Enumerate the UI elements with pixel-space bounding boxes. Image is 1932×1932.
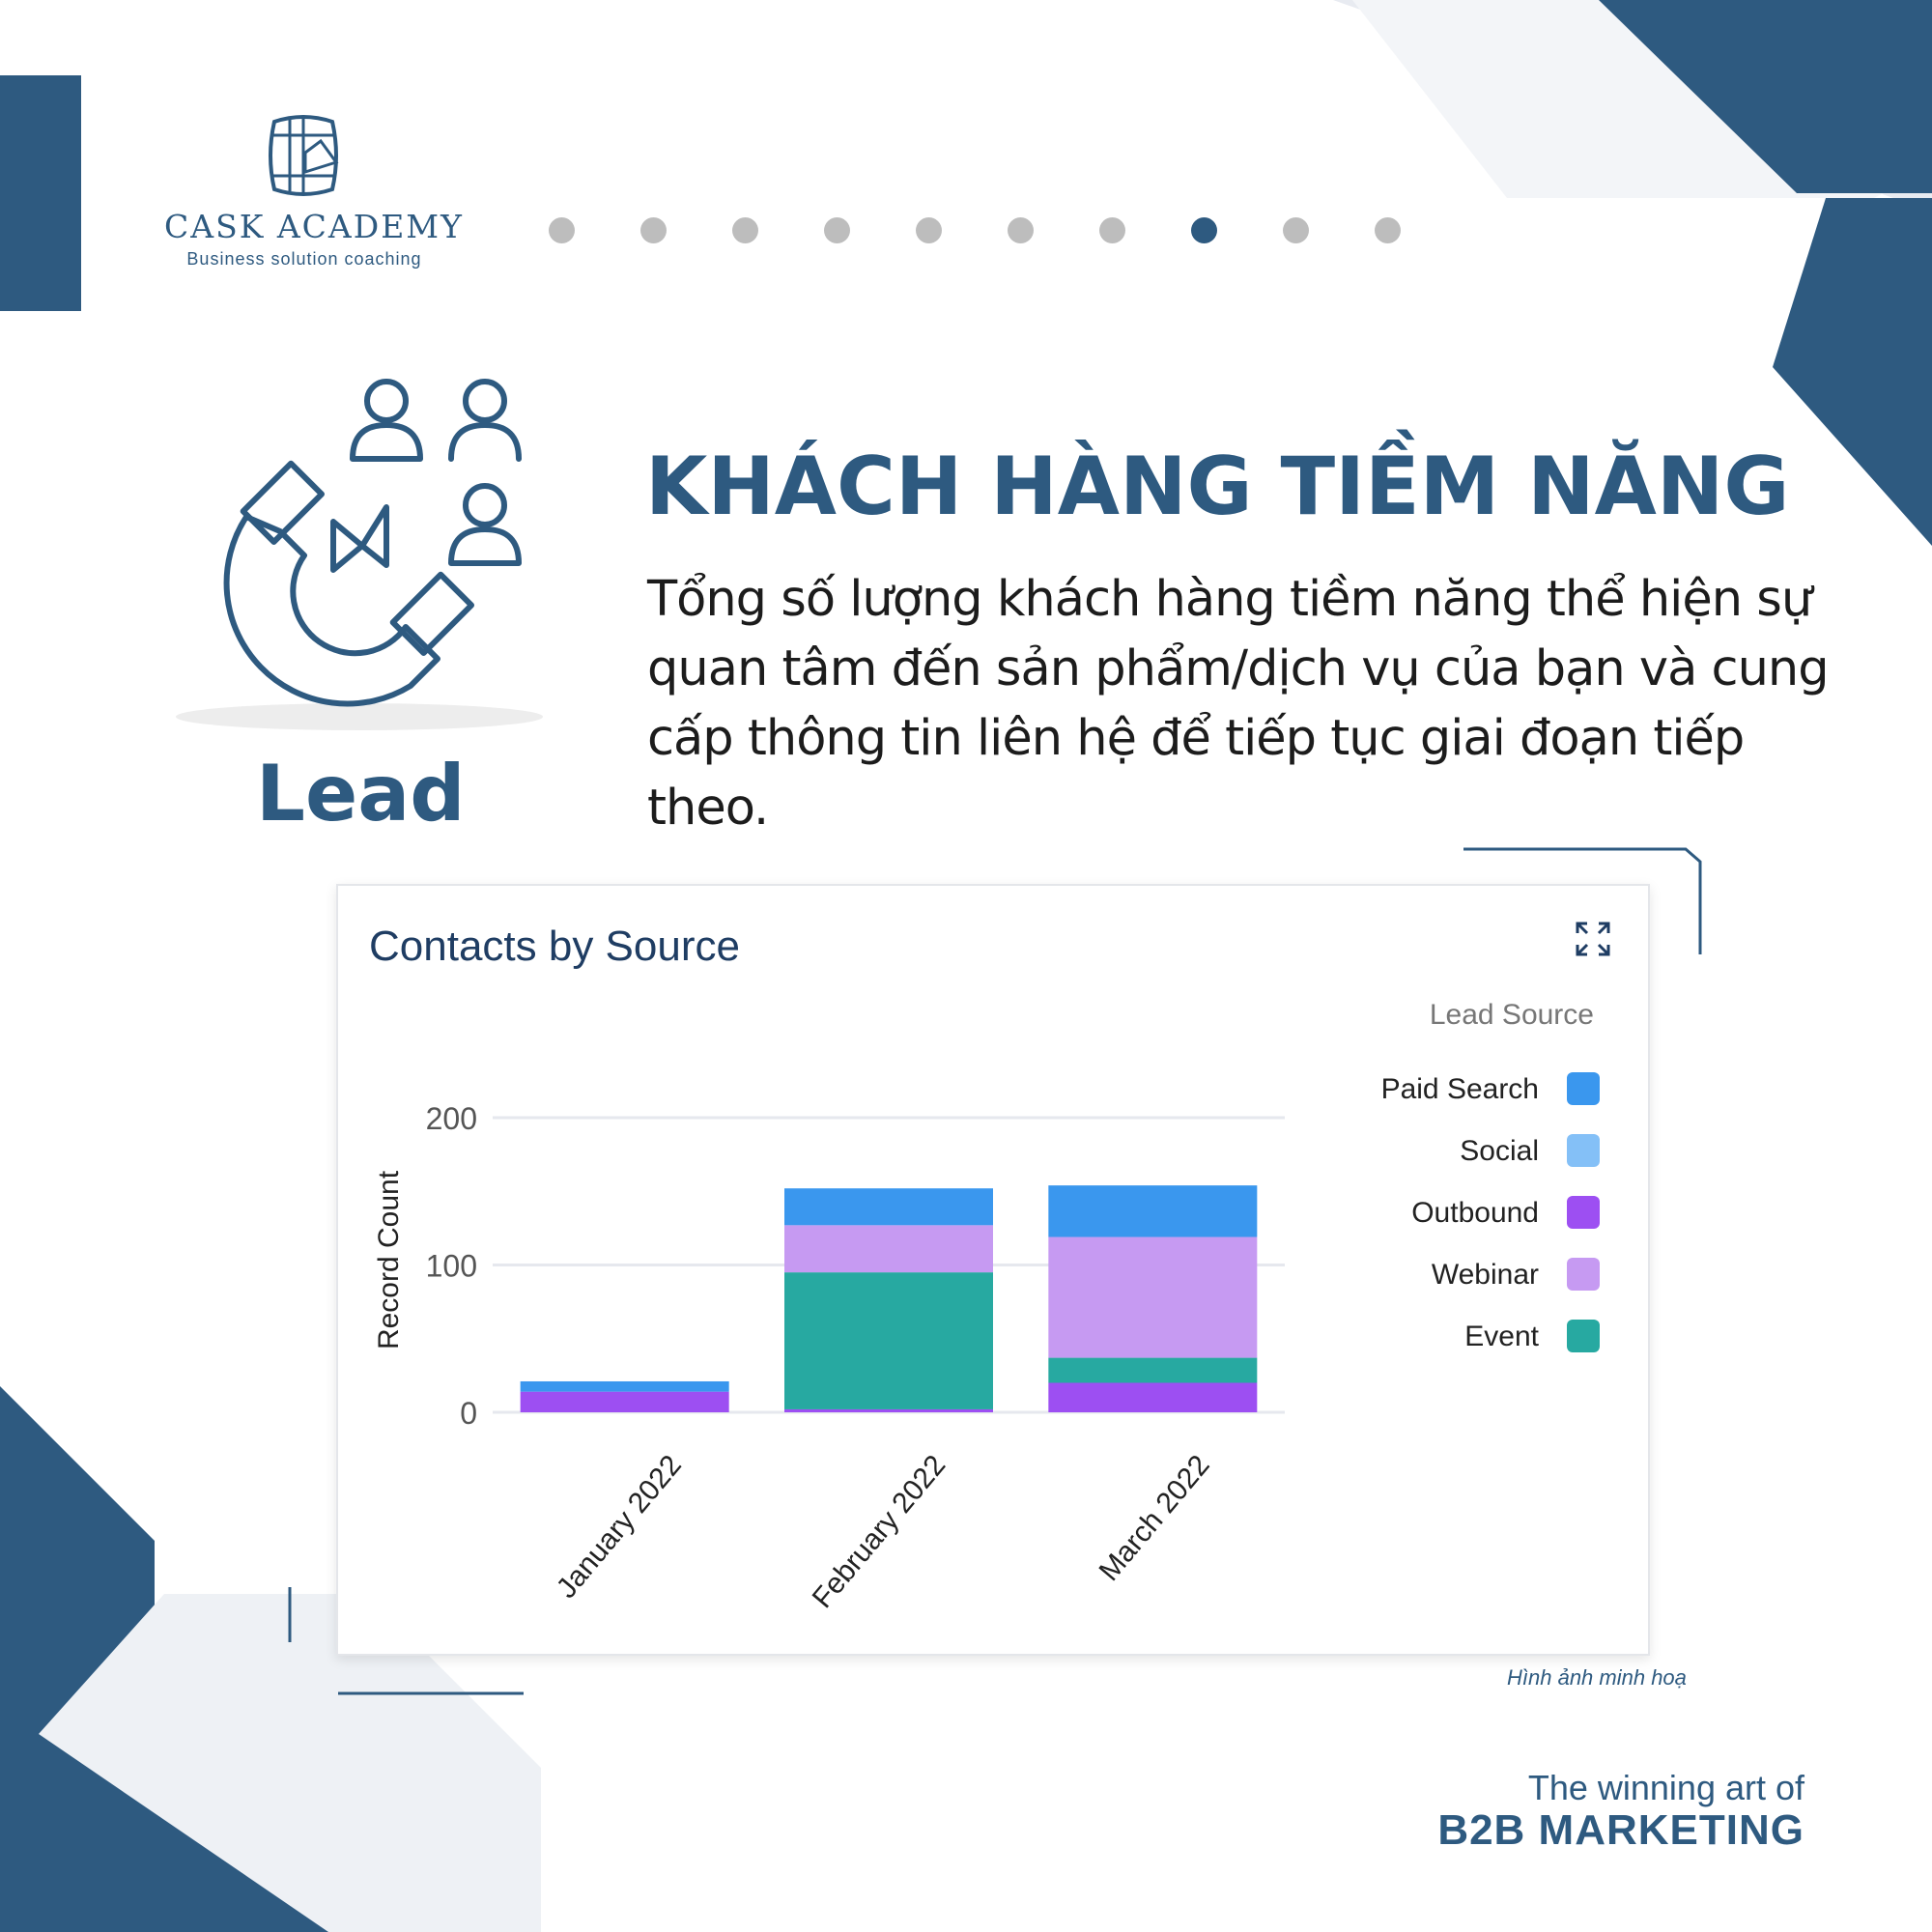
cask-logo-icon [267, 114, 340, 197]
page-dot-6[interactable] [1008, 217, 1034, 243]
pagination-dots [549, 217, 1401, 243]
y-tick-label: 100 [425, 1248, 477, 1284]
description-text: Tổng số lượng khách hàng tiềm năng thể hiện sự quan tâm đến sản phẩm/dịch vụ của bạn và cung cấp thông tin liên hệ để tiếp tục giai đoạn tiếp theo. [647, 571, 1829, 837]
chart-title: Contacts by Source [369, 923, 740, 970]
legend-swatch [1567, 1320, 1600, 1352]
legend-label: Webinar [1431, 1259, 1539, 1291]
legend-title: Lead Source [1429, 999, 1594, 1031]
page-dot-9[interactable] [1283, 217, 1309, 243]
brand-name: CASK ACADEMY [164, 208, 464, 245]
page-dot-3[interactable] [732, 217, 758, 243]
legend-swatch [1567, 1134, 1600, 1167]
bar-segment [784, 1409, 993, 1412]
bar-segment [784, 1272, 993, 1409]
legend-swatch [1567, 1258, 1600, 1291]
legend-label: Social [1460, 1135, 1539, 1167]
page-dot-7[interactable] [1099, 217, 1125, 243]
bar-segment [1048, 1383, 1257, 1413]
page-dot-4[interactable] [824, 217, 850, 243]
legend-label: Event [1464, 1321, 1539, 1352]
x-tick-label: February 2022 [806, 1449, 952, 1614]
brand-tagline: Business solution coaching [186, 249, 422, 269]
legend-swatch [1567, 1072, 1600, 1105]
page-title: KHÁCH HÀNG TIỀM NĂNG [645, 440, 1790, 533]
bar-segment [784, 1188, 993, 1225]
bar-segment [1048, 1237, 1257, 1358]
lead-label: Lead [256, 749, 466, 838]
lead-magnet-icon [188, 372, 536, 710]
page-dot-1[interactable] [549, 217, 575, 243]
bar-segment [1048, 1358, 1257, 1383]
x-tick-label: January 2022 [550, 1449, 689, 1605]
page-dot-5[interactable] [916, 217, 942, 243]
y-axis-label: Record Count [373, 1170, 405, 1350]
page-dot-10[interactable] [1375, 217, 1401, 243]
image-caption: Hình ảnh minh hoạ [1507, 1665, 1687, 1690]
bar-segment [521, 1381, 729, 1392]
chart-card [336, 884, 1650, 1656]
y-tick-label: 200 [425, 1101, 477, 1136]
slogan-line-2: B2B MARKETING [1437, 1806, 1804, 1854]
bar-segment [521, 1392, 729, 1412]
y-tick-label: 0 [460, 1396, 477, 1431]
bar-segment [1048, 1185, 1257, 1236]
page-dot-8[interactable] [1191, 217, 1217, 243]
legend-swatch [1567, 1196, 1600, 1229]
legend-label: Outbound [1411, 1197, 1539, 1229]
bar-segment [784, 1225, 993, 1272]
slogan-line-1: The winning art of [1527, 1768, 1804, 1807]
legend-label: Paid Search [1380, 1073, 1539, 1105]
x-tick-label: March 2022 [1093, 1449, 1216, 1587]
contacts-chart [338, 886, 1648, 1654]
page-dot-2[interactable] [640, 217, 667, 243]
